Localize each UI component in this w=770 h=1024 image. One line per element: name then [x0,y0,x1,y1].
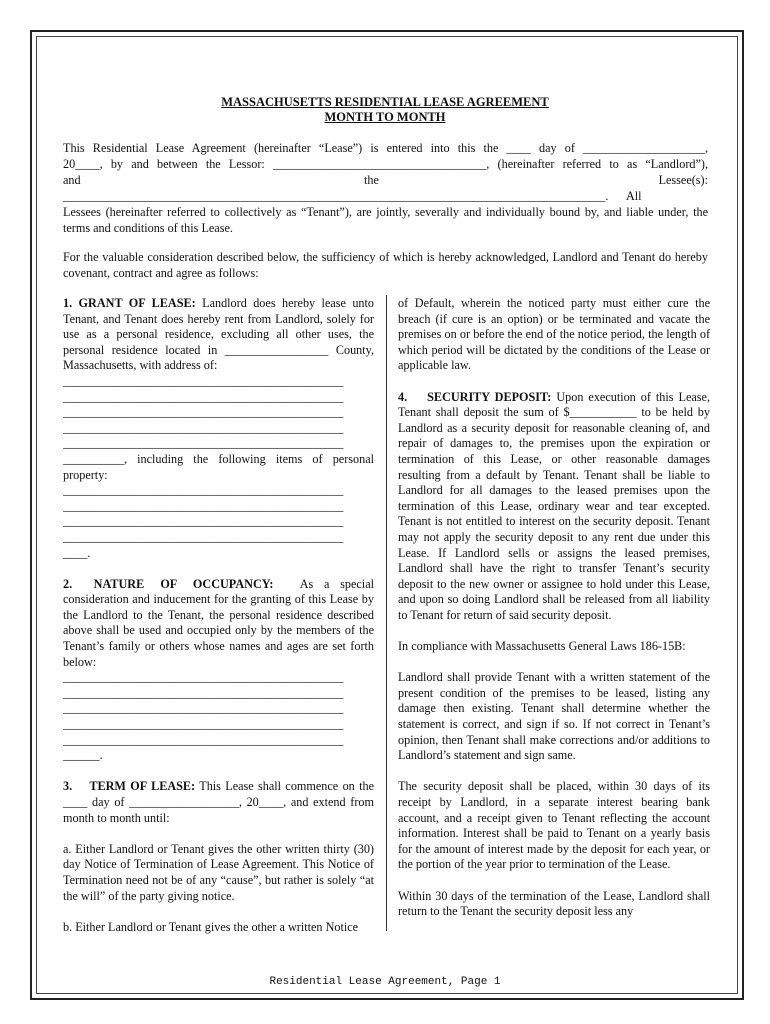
blank-line: ______________________________________________ [63,389,344,404]
blank-line: ______________________________________________ [63,670,344,685]
intro-line: 20____, by and between the Lessor: ___________________________________, (hereinafter referred to as “Landlord”), [63,157,708,171]
blank-line: ______________________________________________ [63,405,344,420]
blank-line: ______________________________________________ [63,717,344,732]
intro-line: This Residential Lease Agreement (hereinafter “Lease”) is entered into this the ____ day of ____________________, [63,141,708,155]
section-nature-of-occupancy [63,576,378,671]
intro-line: _________________________________________________________________________________________. All [63,189,642,203]
blank-line-end: ____. [63,545,91,560]
blank-line: ______________________________________________ [63,483,344,498]
term-option-b: b. Either Landlord or Tenant gives the other a written Notice [63,919,359,934]
intro-line: and the Lessee(s): [63,173,708,187]
section-heading: 3. TERM OF LEASE: [63,779,196,794]
blank-line: ______________________________________________ [63,373,344,388]
compliance-line: In compliance with Massachusetts General Laws 186-15B: [398,639,686,654]
left-column [63,296,378,935]
section-text: Upon execution of this Lease, Tenant shall deposit the sum of $___________ to be held by Landlord as a security deposit for reasonable cleaning of, and repair of damages to, the premises upon the expiration or termination of this Lease, or other reasonable damages resulting from a default by Tenant. Tenant shall be liable to Landlord for all damages to the leased premises upon the termination of this Lease, ordinary wear and tear excepted. Tenant is not entitled to interest on the security deposit. Tenant may not apply the security deposit to any rent due under this Lease. If Landlord sells or assigns the leased premises, Landlord shall have the right to transfer Tenant’s security deposit to the new owner or assignee to hold under this Lease, and upon so doing Landlord shall be released from all liability to Tenant for return of said security deposit. [398,389,710,622]
section-term-of-lease [63,779,374,826]
term-option-a: a. Either Landlord or Tenant gives the other written thirty (30) day Notice of Termination of Lease Agreement. This Notice of Termination need not be of any “cause”, but rather is solely “at the will” of the party giving notice. [63,841,374,903]
section-heading: 2. NATURE OF OCCUPANCY: [63,576,274,591]
section-text: As a special consideration and inducement for the granting of this Lease by the Landlord to the Tenant, the personal residence described above shall be used and occupied only by the members of the Tenant’s family or others whose names and ages are set forth below: [63,576,378,669]
section-heading: 1. GRANT OF LEASE: [63,296,196,310]
section-text: Landlord does hereby lease unto Tenant, and Tenant does hereby rent from Landlord, solely for use as a personal residence, excluding all other uses, the personal residence located in _________________ County, Massachusetts, with address of: [63,296,374,373]
blank-line: ______________________________________________ [63,514,344,529]
document-subtitle: MONTH TO MONTH [324,110,446,124]
section-security-deposit [398,390,710,624]
blank-line: ______________________________________________ [63,701,344,716]
blank-line-end: ______. [63,748,103,763]
section-text: This Lease shall commence on the ____ day of __________________, 20____, and extend from month to month until: [63,779,375,825]
column-divider [386,295,387,931]
items-line: __________, including the following items of personal property: [63,451,374,482]
blank-line: ______________________________________________ [63,420,344,435]
intro-paragraph [63,140,708,236]
section-heading: 4. SECURITY DEPOSIT: [398,389,552,404]
blank-line: ______________________________________________ [63,436,344,451]
deposit-return: Within 30 days of the termination of the Lease, Landlord shall return to the Tenant the security deposit less any [398,888,710,919]
document-title: MASSACHUSETTS RESIDENTIAL LEASE AGREEMENT [221,95,549,109]
blank-line: ______________________________________________ [63,732,344,747]
page-footer: Residential Lease Agreement, Page 1 [269,976,501,988]
right-column [398,296,710,920]
intro-line: Lessees (hereinafter referred to collectively as “Tenant”), are jointly, severally and individually bound by, and liable under, the terms and conditions of this Lease. [63,205,708,235]
blank-line: ______________________________________________ [63,529,344,544]
consideration-paragraph: For the valuable consideration described below, the sufficiency of which is hereby acknowledged, Landlord and Tenant do hereby covenant, contract and agree as follows: [63,250,708,280]
default-continuation: of Default, wherein the noticed party must either cure the breach (if cure is an option) or be terminated and vacate the premises on or before the end of the notice period, the length of which period will be dictated by the conditions of the Lease or applicable law. [398,296,710,373]
blank-line: ______________________________________________ [63,498,344,513]
condition-statement: Landlord shall provide Tenant with a written statement of the present condition of the premises to be leased, listing any damage then existing. Tenant shall determine whether the statement is correct, and sign if so. If not correct in Tenant’s opinion, then Tenant shall make corrections and/or additions to Landlord’s statement and sign same. [398,670,710,763]
blank-line: ______________________________________________ [63,685,344,700]
deposit-placement: The security deposit shall be placed, within 30 days of its receipt by Landlord, in a separate interest bearing bank account, and a receipt given to Tenant reflecting the account information. Interest shall be paid to Tenant on a yearly basis for the amount of interest made by the deposit for each year, or the portion of the year prior to termination of the Lease. [398,779,710,872]
section-grant-of-lease [63,296,374,374]
